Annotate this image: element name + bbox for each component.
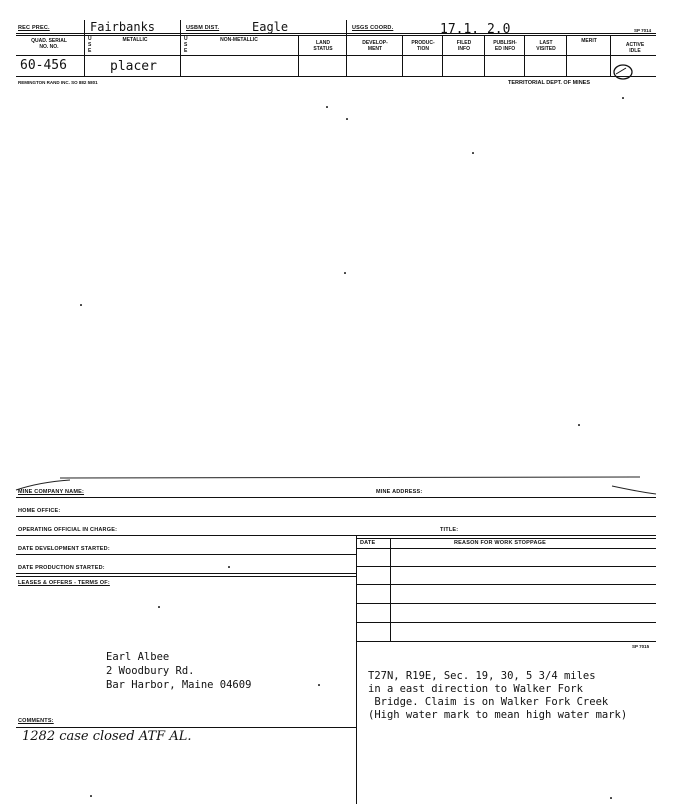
date-production-label: DATE PRODUCTION STARTED: [18,565,105,571]
use-metallic-header: U S E [88,36,92,54]
production-header: PRODUC- TION [411,40,435,52]
date-column-label: DATE [360,540,376,546]
mine-company-label: MINE COMPANY NAME: [18,489,85,495]
usbm-dist-label: USBM DIST. [186,25,220,31]
serial-value: 60-456 [20,58,67,73]
location-line: (High water mark to mean high water mark) [368,709,628,721]
home-office-label: HOME OFFICE: [18,508,61,514]
handwritten-comment: 1282 case closed ATF AL. [22,729,192,744]
metallic-header: METALLIC [122,37,148,43]
mine-address-label: MINE ADDRESS: [376,489,423,495]
bottom-form-number: SP 7015 [632,644,650,649]
use-nonmetallic-header: U S E [184,36,188,54]
quad-serial-header: QUAD. SERIAL NO. NO. [31,38,67,50]
nonmetallic-header: NON-METALLIC [220,37,258,43]
address-line: Earl Albee [106,651,170,663]
rec-prec-label: REC PREC. [18,25,50,31]
address-line: Bar Harbor, Maine 04609 [106,679,252,691]
location-line: in a east direction to Walker Fork [368,683,583,695]
usgs-coord-value: 17.1. 2.0 [440,22,511,37]
reason-column-label: REASON FOR WORK STOPPAGE [454,540,546,546]
location-description [368,670,627,722]
circle-mark-icon [610,60,642,84]
land-status-header: LAND STATUS [313,40,333,52]
owner-address [106,650,251,692]
location-line: Bridge. Claim is on Walker Fork Creek [368,696,609,708]
usgs-coord-label: USGS COORD. [352,25,394,31]
rec-prec-value: Fairbanks [90,20,156,34]
development-header: DEVELOP- MENT [362,40,388,52]
published-info-header: PUBLISH- ED INFO [493,40,517,52]
title-label: TITLE: [440,527,459,533]
usbm-dist-value: Eagle [252,20,289,34]
leases-label: LEASES & OFFERS - TERMS OF: [18,580,110,586]
top-footer-left: REMINGTON RAND INC. SO 882 5801 [18,80,98,85]
filed-info-header: FILED INFO [456,40,472,52]
merit-header: MERIT [581,38,597,44]
top-form-number: SP 7014 [634,28,652,33]
comments-label: COMMENTS: [18,718,54,724]
date-development-label: DATE DEVELOPMENT STARTED: [18,546,110,552]
last-visited-header: LAST VISITED [536,40,556,52]
operating-official-label: OPERATING OFFICIAL IN CHARGE: [18,527,118,533]
address-line: 2 Woodbury Rd. [106,665,195,677]
top-footer-right: TERRITORIAL DEPT. OF MINES [508,80,590,86]
active-idle-header: ACTIVE IDLE [625,42,645,54]
location-line: T27N, R19E, Sec. 19, 30, 5 3/4 miles [368,670,596,682]
metallic-value: placer [110,59,157,74]
